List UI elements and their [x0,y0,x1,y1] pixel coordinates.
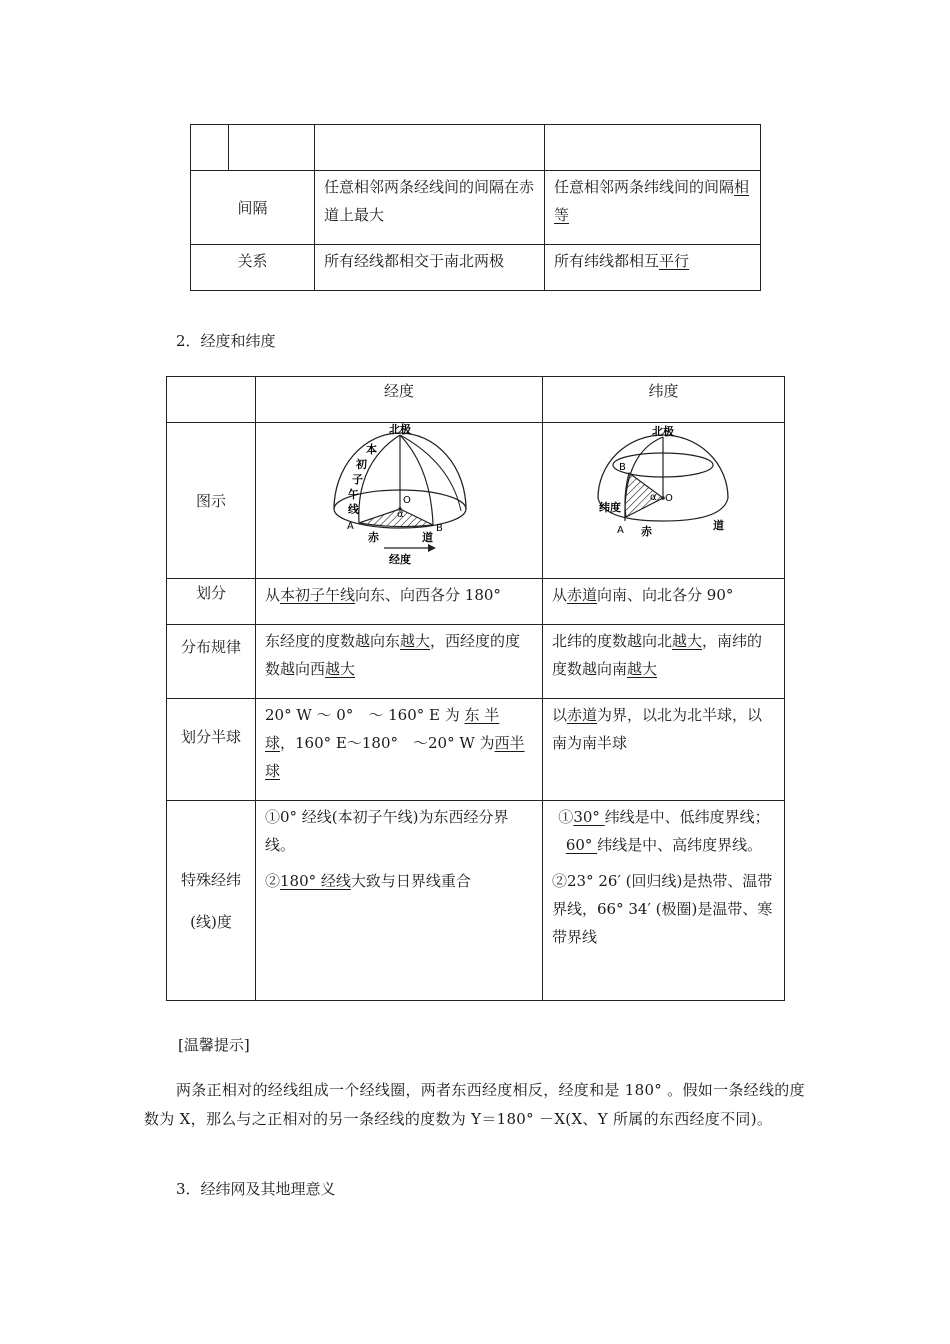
latitude-cell: 所有纬线都相互平行 [545,245,761,291]
table-row [167,579,785,625]
longitude-cell: 20° W ～ 0° ～ 160° E 为 东 半 球，160° E～180° ～20° W 为西半球 [256,699,543,801]
table-row [167,699,785,801]
latitude-cell: 以赤道为界，以北为北半球，以南为南半球 [543,699,785,801]
longitude-cell: 东经度的度数越向东越大，西经度的度数越向西越大 [256,625,543,699]
row-label: 关系 [191,245,315,291]
section-heading: 2．经度和纬度 [176,332,276,350]
row-label: 间隔 [191,171,315,245]
north-pole-label: 北极 [389,423,411,436]
row-label: 划分半球 [167,699,256,801]
row-label: 特殊经纬 (线)度 [167,801,256,1001]
center-label: O [403,495,411,506]
row-label: 图示 [167,423,256,579]
arrow-head [428,544,436,552]
point-b-label: B [436,523,443,534]
tip-title: [温馨提示] [178,1036,250,1054]
longitude-label: 经度 [389,553,411,566]
table-row [167,801,785,1001]
equator-label: 赤 [368,531,379,544]
point-a-label: A [617,525,624,536]
table-row [167,625,785,699]
hatched-angle [359,509,433,527]
latitude-diagram-cell [543,423,785,579]
latitude-diagram [543,423,785,569]
latitude-cell: 任意相邻两条纬线间的间隔相等 [545,171,761,245]
meridian-label-char: 子 [352,473,363,486]
hatched-angle [625,473,663,517]
longitude-diagram-cell [256,423,543,579]
latitude-cell: 北纬的度数越向北越大，南纬的度数越向南越大 [543,625,785,699]
row-label: 分布规律 [167,625,256,699]
latitude-label: 纬度 [599,501,621,514]
column-header: 纬度 [543,377,785,423]
tip-body: 两条正相对的经线组成一个经线圈，两者东西经度相反，经度和是 180° 。假如一条经线的度数为 X，那么与之正相对的另一条经线的度数为 Y＝180° －X(X、Y 所属的东西经度不同)。 [144,1081,805,1128]
longitude-cell: 从本初子午线向东、向西各分 180° [256,579,543,625]
longitude-latitude-table [166,376,785,1001]
meridian-line [359,435,400,523]
longitude-cell: ①0° 经线(本初子午线)为东西经分界线。 ②180° 经线大致与日界线重合 [256,801,543,1001]
table-row [191,245,761,291]
north-pole-label: 北极 [652,425,674,438]
meridian-label-char: 初 [356,458,367,471]
section-heading: 3．经纬网及其地理意义 [176,1180,336,1198]
table-row [167,423,785,579]
table-header-row [167,377,785,423]
table-row [191,171,761,245]
table-row [191,125,761,171]
row-label: 划分 [167,579,256,625]
latitude-cell: ①30° 纬线是中、低纬度界线；60° 纬线是中、高纬度界线。 ②23° 26′ (回归线)是热带、温带界线，66° 34′ (极圈)是温带、寒带界线 [543,801,785,1001]
angle-label: α [397,509,404,520]
meridian-label-char: 线 [348,503,359,516]
longitude-diagram [256,423,543,569]
angle-label: α [650,492,657,503]
equator-label: 道 [422,531,433,544]
point-b-label: B [619,462,626,473]
column-header: 经度 [256,377,543,423]
meridian-label-char: 午 [348,488,359,501]
comparison-table-continued [190,124,761,291]
longitude-cell: 任意相邻两条经线间的间隔在赤道上最大 [315,171,545,245]
equator-label: 道 [713,519,724,532]
point-a-label: A [347,521,354,532]
longitude-cell: 所有经线都相交于南北两极 [315,245,545,291]
meridian-label-char: 本 [366,443,377,456]
latitude-cell: 从赤道向南、向北各分 90° [543,579,785,625]
equator-label: 赤 [641,525,652,538]
center-label: O [665,493,673,504]
